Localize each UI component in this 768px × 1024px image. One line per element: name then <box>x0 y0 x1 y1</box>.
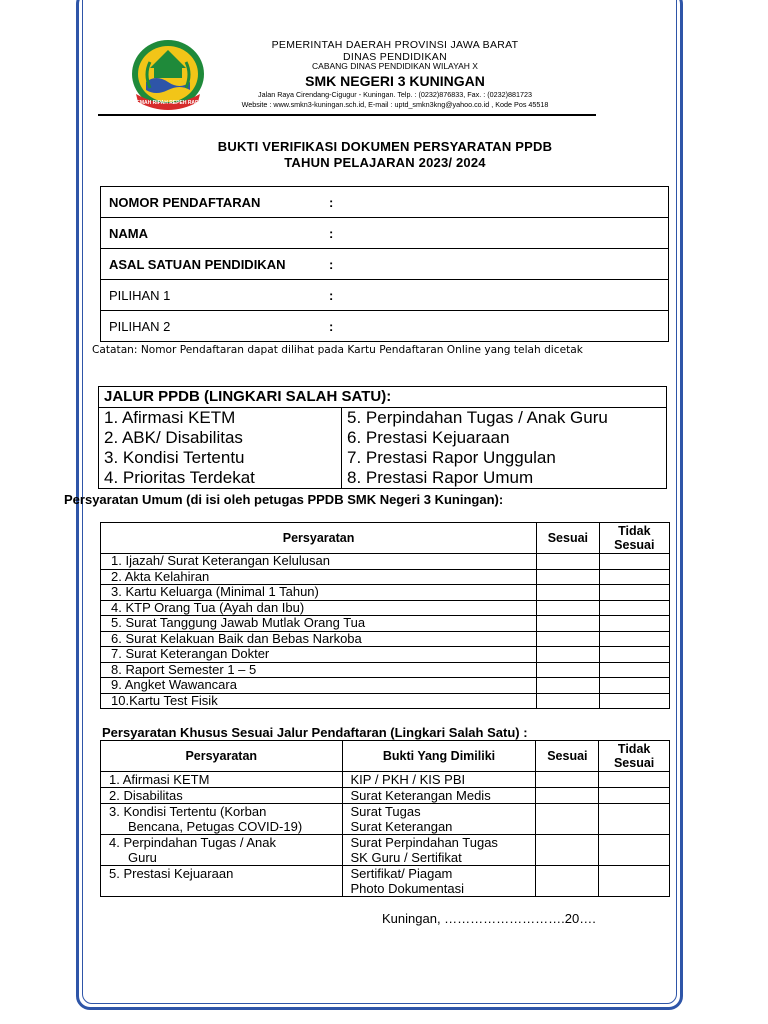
table-row <box>101 631 670 647</box>
requirement-line: 3. Kondisi Tertentu (Korban <box>109 804 267 819</box>
identity-field[interactable]: : <box>327 218 669 249</box>
identity-row <box>101 280 669 311</box>
special-requirement <box>101 772 343 788</box>
evidence-line: SK Guru / Sertifikat <box>350 850 462 865</box>
identity-label: ASAL SATUAN PENDIDIKAN <box>101 249 328 280</box>
school-website: Website : www.smkn3-kuningan.sch.id, E-mail : uptd_smkn3kng@yahoo.co.id , Kode Pos 45518 <box>241 100 549 109</box>
table-row <box>101 554 670 570</box>
jalur-option[interactable]: 8. Prestasi Rapor Umum <box>342 468 667 489</box>
check-sesuai[interactable] <box>536 788 599 804</box>
special-requirements-title: Persyaratan Khusus Sesuai Jalur Pendaftaran (Lingkari Salah Satu) : <box>102 725 528 740</box>
requirement-item: 8. Raport Semester 1 – 5 <box>101 662 537 678</box>
check-tidak-sesuai[interactable] <box>599 554 669 570</box>
check-tidak-sesuai[interactable] <box>599 788 670 804</box>
evidence-line: KIP / PKH / KIS PBI <box>350 772 466 787</box>
special-requirement <box>101 804 343 835</box>
school-address: Jalan Raya Cirendang-Cigugur - Kuningan. Telp. : (0232)876833, Fax. : (0232)881723 <box>258 90 532 99</box>
col-header-sesuai: Sesuai <box>536 741 599 772</box>
header-line-1: PEMERINTAH DAERAH PROVINSI JAWA BARAT <box>271 39 519 51</box>
check-sesuai[interactable] <box>537 569 600 585</box>
jalur-option[interactable]: 7. Prestasi Rapor Unggulan <box>342 448 667 468</box>
requirement-line: 5. Prestasi Kejuaraan <box>109 866 234 881</box>
requirement-item: 7. Surat Keterangan Dokter <box>101 647 537 663</box>
identity-row <box>101 218 669 249</box>
col-header-tidak-sesuai <box>599 741 670 772</box>
identity-field[interactable]: : <box>327 280 669 311</box>
col-header-tidak: Tidak <box>618 524 651 538</box>
special-requirement <box>101 866 343 897</box>
general-requirements-title: Persyaratan Umum (di isi oleh petugas PPDB SMK Negeri 3 Kuningan): <box>64 492 504 507</box>
evidence-line: Surat Keterangan <box>350 819 453 834</box>
header-divider <box>98 114 596 116</box>
general-requirements-table <box>100 522 670 709</box>
identity-field[interactable]: : <box>327 311 669 342</box>
identity-row <box>101 187 669 218</box>
logo-motto: GEMAH RIPAH REPEH RAPIH <box>132 100 204 106</box>
jalur-option[interactable]: 6. Prestasi Kejuaraan <box>342 428 667 448</box>
evidence-line: Sertifikat/ Piagam <box>350 866 453 881</box>
table-row <box>101 647 670 663</box>
check-sesuai[interactable] <box>536 772 599 788</box>
identity-label: NOMOR PENDAFTARAN <box>101 187 328 218</box>
table-row <box>101 772 670 788</box>
check-tidak-sesuai[interactable] <box>599 678 669 694</box>
evidence <box>342 866 536 897</box>
check-sesuai[interactable] <box>536 866 599 897</box>
check-sesuai[interactable] <box>536 804 599 835</box>
table-row <box>101 569 670 585</box>
school-name: SMK NEGERI 3 KUNINGAN <box>305 73 485 89</box>
jalur-option[interactable]: 1. Afirmasi KETM <box>99 408 342 429</box>
col-header-tidak-sesuai <box>599 523 669 554</box>
special-requirement <box>101 835 343 866</box>
table-row <box>101 616 670 632</box>
jalur-option[interactable]: 2. ABK/ Disabilitas <box>99 428 342 448</box>
check-tidak-sesuai[interactable] <box>599 835 670 866</box>
jalur-option[interactable]: 5. Perpindahan Tugas / Anak Guru <box>342 408 667 429</box>
check-tidak-sesuai[interactable] <box>599 662 669 678</box>
table-row <box>101 804 670 835</box>
table-row <box>101 835 670 866</box>
col-header-sesuai: Sesuai <box>537 523 600 554</box>
requirement-item: 4. KTP Orang Tua (Ayah dan Ibu) <box>101 600 537 616</box>
check-sesuai[interactable] <box>537 662 600 678</box>
check-tidak-sesuai[interactable] <box>599 772 670 788</box>
identity-field[interactable]: : <box>327 187 669 218</box>
check-tidak-sesuai[interactable] <box>599 647 669 663</box>
identity-row <box>101 249 669 280</box>
check-tidak-sesuai[interactable] <box>599 569 669 585</box>
header-line-3: CABANG DINAS PENDIDIKAN WILAYAH X <box>312 61 478 71</box>
document-year: TAHUN PELAJARAN 2023/ 2024 <box>284 155 486 170</box>
identity-row <box>101 311 669 342</box>
col-header-evidence: Bukti Yang Dimiliki <box>342 741 536 772</box>
check-sesuai[interactable] <box>537 693 600 709</box>
province-logo <box>128 38 208 114</box>
requirement-line: Guru <box>128 850 157 865</box>
jalur-option[interactable]: 3. Kondisi Tertentu <box>99 448 342 468</box>
check-tidak-sesuai[interactable] <box>599 616 669 632</box>
jalur-option[interactable]: 4. Prioritas Terdekat <box>99 468 342 489</box>
identity-label: PILIHAN 2 <box>101 311 328 342</box>
evidence-line: Surat Perpindahan Tugas <box>350 835 498 850</box>
col-header-tidak: Tidak <box>617 742 651 756</box>
check-sesuai[interactable] <box>537 554 600 570</box>
evidence <box>342 772 536 788</box>
check-sesuai[interactable] <box>537 616 600 632</box>
evidence-line: Surat Tugas <box>350 804 421 819</box>
table-row <box>101 678 670 694</box>
requirement-item: 6. Surat Kelakuan Baik dan Bebas Narkoba <box>101 631 537 647</box>
special-requirements-table <box>100 740 670 897</box>
col-header-requirement: Persyaratan <box>101 741 343 772</box>
requirement-item: 9. Angket Wawancara <box>101 678 537 694</box>
evidence <box>342 804 536 835</box>
evidence-line: Photo Dokumentasi <box>350 881 464 896</box>
check-sesuai[interactable] <box>536 835 599 866</box>
check-tidak-sesuai[interactable] <box>599 600 669 616</box>
check-tidak-sesuai[interactable] <box>599 866 670 897</box>
identity-label: NAMA <box>101 218 328 249</box>
check-sesuai[interactable] <box>537 678 600 694</box>
table-row <box>101 788 670 804</box>
requirement-item: 2. Akta Kelahiran <box>101 569 537 585</box>
requirement-line: 4. Perpindahan Tugas / Anak <box>109 835 276 850</box>
jalur-heading: JALUR PPDB (LINGKARI SALAH SATU): <box>99 387 667 408</box>
jalur-table <box>98 386 667 489</box>
check-tidak-sesuai[interactable] <box>599 693 669 709</box>
col-header-requirement: Persyaratan <box>101 523 537 554</box>
evidence <box>342 788 536 804</box>
special-requirement <box>101 788 343 804</box>
check-sesuai[interactable] <box>537 647 600 663</box>
signature-place-date: Kuningan, ……………………….20…. <box>382 911 596 926</box>
requirement-item: 3. Kartu Keluarga (Minimal 1 Tahun) <box>101 585 537 601</box>
requirement-line: Bencana, Petugas COVID-19) <box>128 819 303 834</box>
requirement-item: 5. Surat Tanggung Jawab Mutlak Orang Tua <box>101 616 537 632</box>
table-header-row <box>101 523 670 554</box>
check-sesuai[interactable] <box>537 600 600 616</box>
table-header-row <box>101 741 670 772</box>
evidence-line: Surat Keterangan Medis <box>350 788 491 803</box>
identity-label: PILIHAN 1 <box>101 280 328 311</box>
requirement-line: 1. Afirmasi KETM <box>109 772 210 787</box>
requirement-item: 1. Ijazah/ Surat Keterangan Kelulusan <box>101 554 537 570</box>
header-line-2: DINAS PENDIDIKAN <box>343 51 447 63</box>
identity-field[interactable]: : <box>327 249 669 280</box>
table-row <box>101 693 670 709</box>
evidence <box>342 835 536 866</box>
registration-note: Catatan: Nomor Pendaftaran dapat dilihat pada Kartu Pendaftaran Online yang telah dicetak <box>92 344 583 356</box>
table-row <box>101 866 670 897</box>
requirement-line: 2. Disabilitas <box>109 788 183 803</box>
col-header-sesuai-2: Sesuai <box>613 756 655 770</box>
table-row <box>101 662 670 678</box>
check-sesuai[interactable] <box>537 631 600 647</box>
col-header-sesuai-2: Sesuai <box>614 538 655 552</box>
requirement-item: 10.Kartu Test Fisik <box>101 693 537 709</box>
table-row <box>101 585 670 601</box>
table-row <box>101 600 670 616</box>
check-sesuai[interactable] <box>537 585 600 601</box>
document-title: BUKTI VERIFIKASI DOKUMEN PERSYARATAN PPDB <box>217 139 553 154</box>
check-tidak-sesuai[interactable] <box>599 585 669 601</box>
check-tidak-sesuai[interactable] <box>599 631 669 647</box>
identity-table <box>100 186 669 342</box>
check-tidak-sesuai[interactable] <box>599 804 670 835</box>
